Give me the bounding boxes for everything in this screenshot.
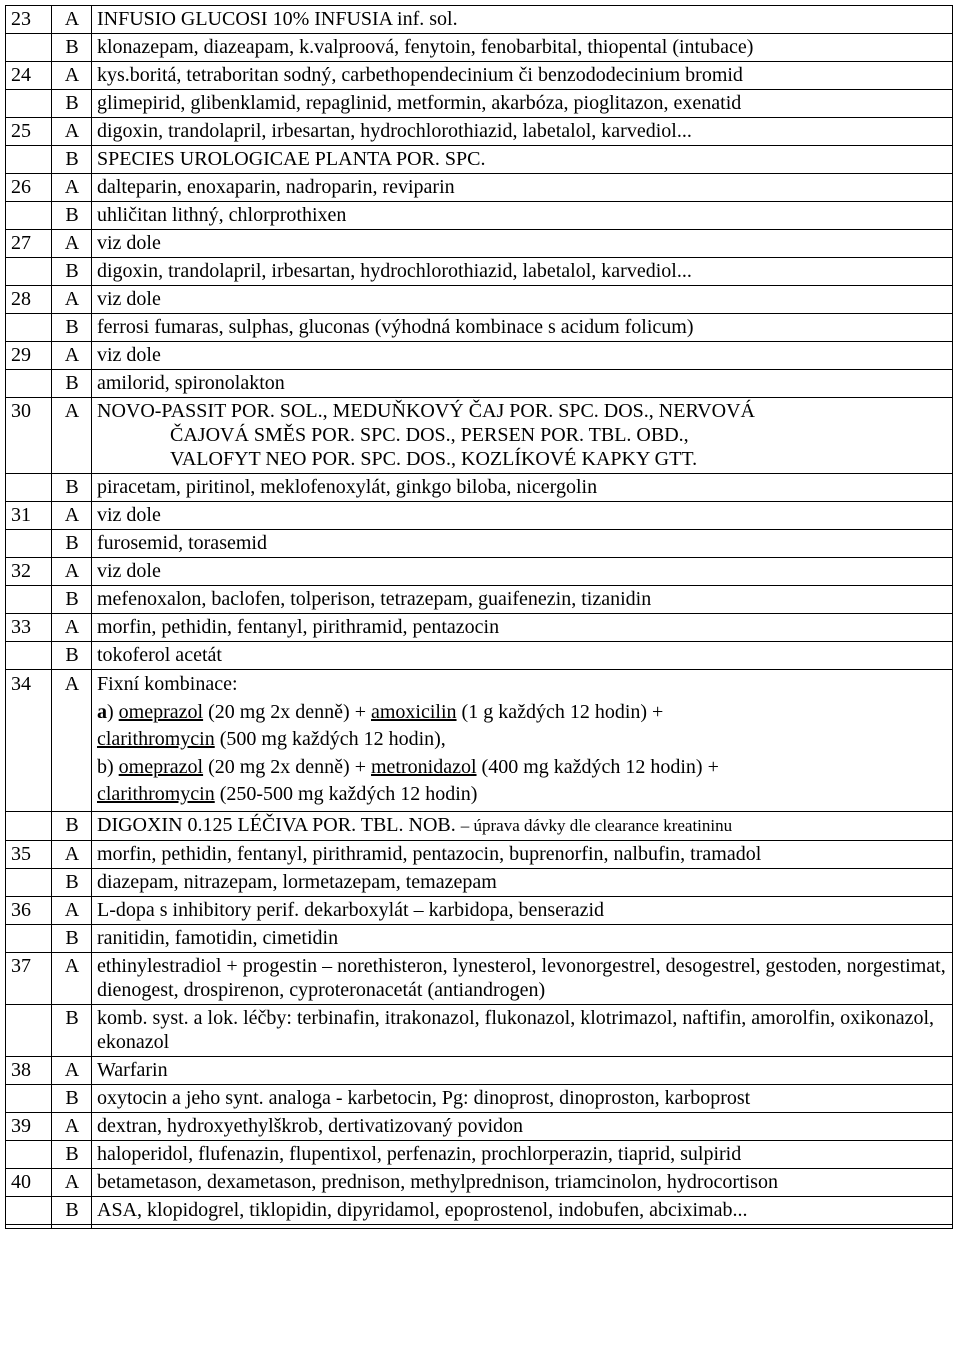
answer-text: SPECIES UROLOGICAE PLANTA POR. SPC.: [92, 146, 953, 174]
fixed-combination-text: [92, 670, 953, 812]
answer-text: piracetam, piritinol, meklofenoxylát, ginkgo biloba, nicergolin: [92, 474, 953, 502]
variant-letter: A: [52, 62, 92, 90]
answer-text: ethinylestradiol + progestin – norethisteron, lynesterol, levonorgestrel, desogestrel, gestoden, norgestimat, dienogest, drospirenon, cyproteronacetát (antiandrogen): [92, 952, 953, 1004]
answer-text: klonazepam, diazeapam, k.valproová, fenytoin, fenobarbital, thiopental (intubace): [92, 34, 953, 62]
table-row: [6, 90, 953, 118]
question-number: 38: [6, 1056, 52, 1084]
question-number: 34: [6, 670, 52, 812]
drug-answer-table: [5, 5, 953, 1229]
answer-text: viz dole: [92, 502, 953, 530]
table-row: [6, 868, 953, 896]
table-row: [6, 398, 953, 474]
variant-letter: A: [52, 558, 92, 586]
question-number: 37: [6, 952, 52, 1004]
question-number: [6, 811, 52, 840]
answer-line: NOVO-PASSIT POR. SOL., MEDUŇKOVÝ ČAJ POR. SPC. DOS., NERVOVÁ: [97, 400, 755, 422]
table-row: [6, 474, 953, 502]
table-row: [6, 1084, 953, 1112]
table-row: [6, 314, 953, 342]
question-number: [6, 146, 52, 174]
question-number: [6, 34, 52, 62]
table-row: [6, 1224, 953, 1228]
table-row: [6, 614, 953, 642]
answer-text: diazepam, nitrazepam, lormetazepam, temazepam: [92, 868, 953, 896]
answer-text: dextran, hydroxyethylškrob, dertivatizovaný povidon: [92, 1112, 953, 1140]
dose-text: (20 mg 2x denně) +: [203, 700, 371, 723]
question-number: 31: [6, 502, 52, 530]
dose-text: (400 mg každých 12 hodin) +: [476, 755, 719, 778]
question-number: 26: [6, 174, 52, 202]
variant-letter: A: [52, 952, 92, 1004]
variant-letter: A: [52, 286, 92, 314]
question-number: [6, 642, 52, 670]
question-number: 33: [6, 614, 52, 642]
combination-title: Fixní kombinace:: [97, 673, 238, 695]
variant-letter: A: [52, 670, 92, 812]
answer-text: [92, 1224, 953, 1228]
answer-line: DIGOXIN 0.125 LÉČIVA POR. TBL. NOB.: [97, 813, 461, 836]
answer-text: komb. syst. a lok. léčby: terbinafin, itrakonazol, flukonazol, klotrimazol, naftifin, amorolfin, oxikonazol, ekonazol: [92, 1004, 953, 1056]
option-label-a: a: [97, 700, 107, 723]
answer-text: viz dole: [92, 230, 953, 258]
answer-text: Warfarin: [92, 1056, 953, 1084]
question-number: 23: [6, 6, 52, 34]
table-row: [6, 670, 953, 812]
variant-letter: A: [52, 896, 92, 924]
table-row: [6, 642, 953, 670]
variant-letter: B: [52, 530, 92, 558]
table-row: [6, 1056, 953, 1084]
variant-letter: B: [52, 1140, 92, 1168]
answer-line: VALOFYT NEO POR. SPC. DOS., KOZLÍKOVÉ KAPKY GTT.: [170, 448, 698, 470]
answer-text: mefenoxalon, baclofen, tolperison, tetrazepam, guaifenezin, tizanidin: [92, 586, 953, 614]
variant-letter: B: [52, 314, 92, 342]
variant-letter: A: [52, 6, 92, 34]
table-row: [6, 34, 953, 62]
answer-text: viz dole: [92, 286, 953, 314]
table-row: [6, 258, 953, 286]
dose-text: (500 mg každých 12 hodin),: [214, 728, 446, 750]
variant-letter: B: [52, 1004, 92, 1056]
table-row: [6, 1112, 953, 1140]
table-row: [6, 952, 953, 1004]
question-number: [6, 868, 52, 896]
question-number: [6, 1004, 52, 1056]
variant-letter: B: [52, 258, 92, 286]
variant-letter: [52, 1224, 92, 1228]
question-number: 28: [6, 286, 52, 314]
dose-text: (250-500 mg každých 12 hodin): [214, 783, 478, 805]
variant-letter: B: [52, 34, 92, 62]
variant-letter: B: [52, 146, 92, 174]
table-row: [6, 924, 953, 952]
table-row: [6, 230, 953, 258]
variant-letter: B: [52, 868, 92, 896]
variant-letter: A: [52, 1056, 92, 1084]
table-row: [6, 6, 953, 34]
answer-text: viz dole: [92, 342, 953, 370]
question-number: 36: [6, 896, 52, 924]
table-row: [6, 811, 953, 840]
question-number: [6, 586, 52, 614]
answer-text: [92, 811, 953, 840]
question-number: 24: [6, 62, 52, 90]
variant-letter: B: [52, 924, 92, 952]
variant-letter: A: [52, 174, 92, 202]
question-number: [6, 474, 52, 502]
table-row: [6, 1004, 953, 1056]
answer-text: haloperidol, flufenazin, flupentixol, perfenazin, prochlorperazin, tiaprid, sulpirid: [92, 1140, 953, 1168]
drug-name: metronidazol: [371, 755, 477, 778]
variant-letter: A: [52, 230, 92, 258]
dose-text: (1 g každých 12 hodin) +: [456, 700, 664, 723]
drug-name: omeprazol: [118, 755, 204, 778]
answer-text: [92, 398, 953, 474]
answer-text: dalteparin, enoxaparin, nadroparin, reviparin: [92, 174, 953, 202]
drug-name: amoxicilin: [371, 700, 457, 723]
variant-letter: B: [52, 1196, 92, 1224]
answer-text: morfin, pethidin, fentanyl, pirithramid, pentazocin: [92, 614, 953, 642]
answer-text: morfin, pethidin, fentanyl, pirithramid, pentazocin, buprenorfin, nalbufin, tramadol: [92, 840, 953, 868]
question-number: [6, 314, 52, 342]
option-label-a-close: ): [107, 700, 119, 723]
question-number: 29: [6, 342, 52, 370]
drug-name: clarithromycin: [97, 728, 215, 750]
table-row: [6, 342, 953, 370]
answer-text: tokoferol acetát: [92, 642, 953, 670]
variant-letter: A: [52, 118, 92, 146]
table-row: [6, 62, 953, 90]
table-row: [6, 202, 953, 230]
question-number: 30: [6, 398, 52, 474]
option-label-b: b): [97, 755, 119, 778]
question-number: [6, 1140, 52, 1168]
question-number: [6, 1084, 52, 1112]
variant-letter: A: [52, 1112, 92, 1140]
question-number: [6, 530, 52, 558]
question-number: [6, 1224, 52, 1228]
question-number: [6, 924, 52, 952]
answer-text: ranitidin, famotidin, cimetidin: [92, 924, 953, 952]
question-number: 39: [6, 1112, 52, 1140]
answer-text: L-dopa s inhibitory perif. dekarboxylát – karbidopa, benserazid: [92, 896, 953, 924]
answer-text: oxytocin a jeho synt. analoga - karbetocin, Pg: dinoprost, dinoproston, karboprost: [92, 1084, 953, 1112]
table-row: [6, 502, 953, 530]
variant-letter: B: [52, 586, 92, 614]
table-row: [6, 174, 953, 202]
table-row: [6, 146, 953, 174]
answer-text: glimepirid, glibenklamid, repaglinid, metformin, akarbóza, pioglitazon, exenatid: [92, 90, 953, 118]
table-row: [6, 530, 953, 558]
answer-text: ferrosi fumaras, sulphas, gluconas (výhodná kombinace s acidum folicum): [92, 314, 953, 342]
answer-text: viz dole: [92, 558, 953, 586]
variant-letter: A: [52, 398, 92, 474]
question-number: [6, 202, 52, 230]
question-number: [6, 258, 52, 286]
dose-text: (20 mg 2x denně) +: [203, 755, 371, 778]
table-row: [6, 586, 953, 614]
variant-letter: A: [52, 502, 92, 530]
question-number: [6, 370, 52, 398]
table-row: [6, 370, 953, 398]
table-row: [6, 286, 953, 314]
drug-name: omeprazol: [118, 700, 204, 723]
table-row: [6, 1196, 953, 1224]
answer-text: kys.boritá, tetraboritan sodný, carbethopendecinium či benzododecinium bromid: [92, 62, 953, 90]
dose-note: – úprava dávky dle clearance kreatininu: [460, 815, 733, 835]
table-row: [6, 558, 953, 586]
table-row: [6, 840, 953, 868]
table-row: [6, 1140, 953, 1168]
variant-letter: B: [52, 90, 92, 118]
drug-name: clarithromycin: [97, 783, 215, 805]
question-number: 40: [6, 1168, 52, 1196]
answer-text: betametason, dexametason, prednison, methylprednison, triamcinolon, hydrocortison: [92, 1168, 953, 1196]
question-number: 25: [6, 118, 52, 146]
question-number: 32: [6, 558, 52, 586]
answer-text: furosemid, torasemid: [92, 530, 953, 558]
variant-letter: B: [52, 642, 92, 670]
variant-letter: A: [52, 840, 92, 868]
answer-text: INFUSIO GLUCOSI 10% INFUSIA inf. sol.: [92, 6, 953, 34]
variant-letter: B: [52, 1084, 92, 1112]
table-row: [6, 118, 953, 146]
table-row: [6, 1168, 953, 1196]
table-row: [6, 896, 953, 924]
variant-letter: B: [52, 811, 92, 840]
variant-letter: A: [52, 1168, 92, 1196]
answer-line: ČAJOVÁ SMĚS POR. SPC. DOS., PERSEN POR. TBL. OBD.,: [170, 424, 689, 446]
question-number: [6, 1196, 52, 1224]
variant-letter: A: [52, 342, 92, 370]
variant-letter: B: [52, 474, 92, 502]
question-number: 27: [6, 230, 52, 258]
answer-text: uhličitan lithný, chlorprothixen: [92, 202, 953, 230]
question-number: [6, 90, 52, 118]
answer-text: digoxin, trandolapril, irbesartan, hydrochlorothiazid, labetalol, karvediol...: [92, 258, 953, 286]
answer-text: digoxin, trandolapril, irbesartan, hydrochlorothiazid, labetalol, karvediol...: [92, 118, 953, 146]
variant-letter: B: [52, 202, 92, 230]
answer-text: ASA, klopidogrel, tiklopidin, dipyridamol, epoprostenol, indobufen, abciximab...: [92, 1196, 953, 1224]
variant-letter: A: [52, 614, 92, 642]
variant-letter: B: [52, 370, 92, 398]
question-number: 35: [6, 840, 52, 868]
answer-text: amilorid, spironolakton: [92, 370, 953, 398]
